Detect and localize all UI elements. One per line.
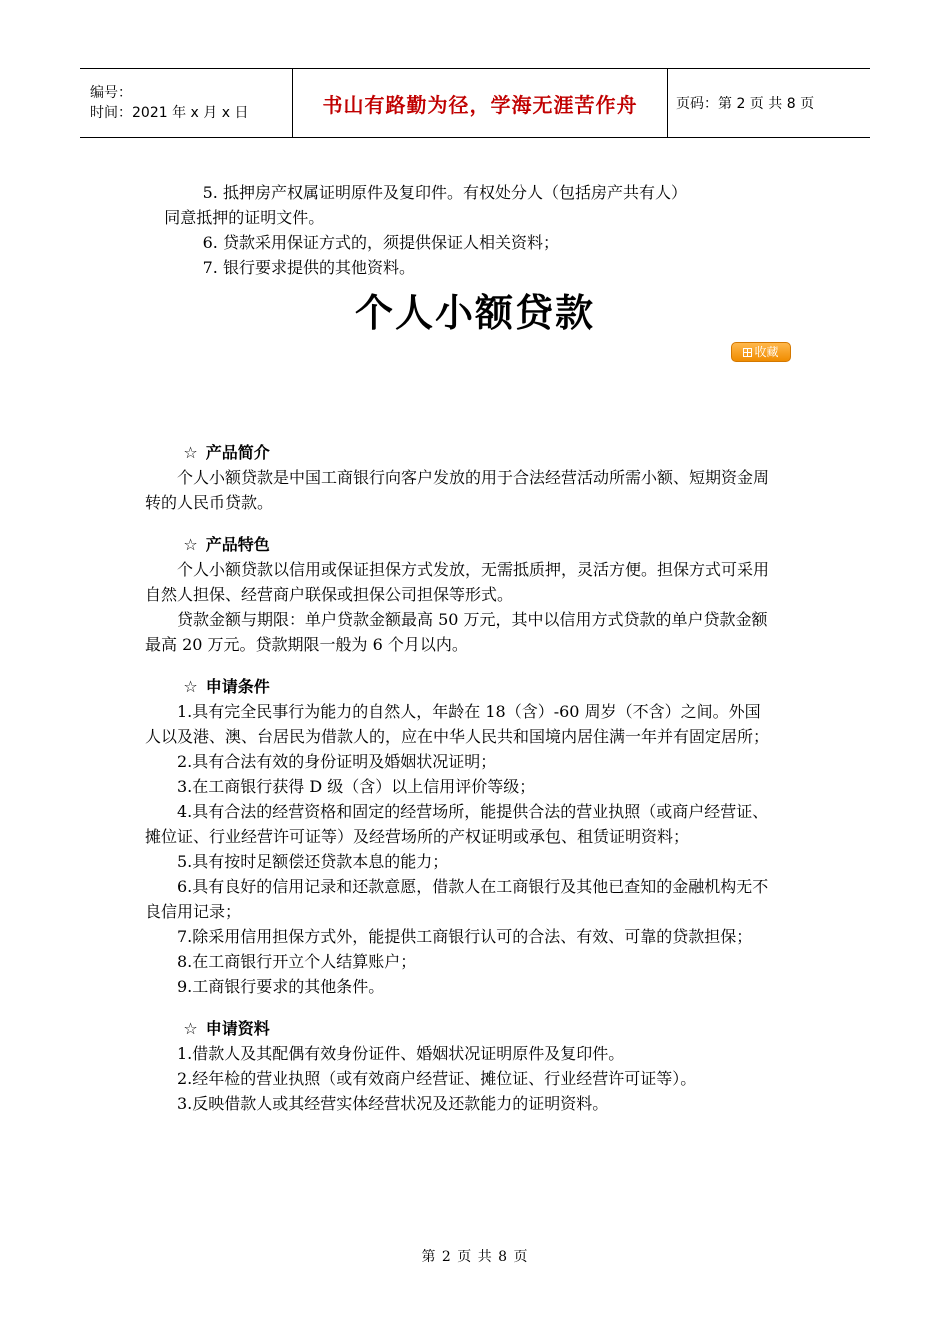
section-heading (145, 674, 770, 699)
section-heading (145, 532, 770, 557)
condition-item: 5.具有按时足额偿还贷款本息的能力； (177, 852, 449, 871)
section-heading (145, 1016, 770, 1041)
material-item: 2.经年检的营业执照（或有效商户经营证、摊位证、行业经营许可证等）。 (177, 1069, 697, 1088)
header-meta (80, 69, 293, 137)
page-header (80, 68, 870, 138)
motto-text: 书山有路勤为径，学海无涯苦作舟 (322, 92, 638, 117)
list-item: 7. 银行要求提供的其他资料。 (202, 258, 415, 277)
condition-item: 3.在工商银行获得 D 级（含）以上信用评价等级； (177, 777, 536, 796)
header-page-info (668, 69, 870, 137)
section-application-conditions (145, 674, 770, 999)
section-heading-text: 申请资料 (205, 1019, 270, 1038)
paragraph: 个人小额贷款是中国工商银行向客户发放的用于合法经营活动所需小额、短期资金周转的人民币贷款。 (145, 468, 770, 512)
star-icon: ☆ (183, 535, 198, 554)
condition-item: 7.除采用信用担保方式外，能提供工商银行认可的合法、有效、可靠的贷款担保； (177, 927, 753, 946)
condition-item: 6.具有良好的信用记录和还款意愿，借款人在工商银行及其他已查知的金融机构无不良信用记录； (145, 877, 769, 921)
section-heading-text: 产品简介 (205, 443, 270, 462)
material-item: 1.借款人及其配偶有效身份证件、婚姻状况证明原件及复印件。 (177, 1044, 625, 1063)
favorite-button[interactable] (731, 342, 791, 362)
star-icon: ☆ (183, 443, 198, 462)
section-heading (145, 440, 770, 465)
page-number-label: 页码：第 2 页 共 8 页 (676, 96, 815, 112)
condition-item: 9.工商银行要求的其他条件。 (177, 977, 385, 996)
paragraph: 贷款金额与期限：单户贷款金额最高 50 万元，其中以信用方式贷款的单户贷款金额最高 20 万元。贷款期限一般为 6 个月以内。 (145, 610, 768, 654)
list-item: 6. 贷款采用保证方式的，须提供保证人相关资料； (202, 233, 559, 252)
star-icon: ☆ (183, 677, 198, 696)
condition-item: 4.具有合法的经营资格和固定的经营场所，能提供合法的营业执照（或商户经营证、摊位证、行业经营许可证等）及经营场所的产权证明或承包、租赁证明资料； (145, 802, 769, 846)
section-heading-text: 产品特色 (205, 535, 270, 554)
list-item-continued: 同意抵押的证明文件。 (164, 208, 325, 227)
favorite-label: 收藏 (754, 345, 779, 359)
condition-item: 8.在工商银行开立个人结算账户； (177, 952, 417, 971)
intro-list (145, 180, 770, 280)
condition-item: 2.具有合法有效的身份证明及婚姻状况证明； (177, 752, 497, 771)
section-product-features (145, 532, 770, 657)
star-icon: ☆ (183, 1019, 198, 1038)
sections (145, 440, 770, 1133)
list-item: 5. 抵押房产权属证明原件及复印件。有权处分人（包括房产共有人） (202, 183, 687, 202)
document-date: 时间：2021 年 x 月 x 日 (90, 105, 249, 121)
header-motto (293, 69, 668, 137)
section-heading-text: 申请条件 (205, 677, 270, 696)
section-application-materials (145, 1016, 770, 1116)
document-number: 编号： (90, 85, 132, 101)
material-item: 3.反映借款人或其经营实体经营状况及还款能力的证明资料。 (177, 1094, 609, 1113)
plus-box-icon (743, 348, 752, 357)
condition-item: 1.具有完全民事行为能力的自然人，年龄在 18（含）-60 周岁（不含）之间。外国人以及港、澳、台居民为借款人的，应在中华人民共和国境内居住满一年并有固定居所； (145, 702, 770, 746)
paragraph: 个人小额贷款以信用或保证担保方式发放，无需抵质押，灵活方便。担保方式可采用自然人担保、经营商户联保或担保公司担保等形式。 (145, 560, 770, 604)
page-title: 个人小额贷款 (354, 290, 595, 335)
section-product-intro (145, 440, 770, 515)
page-footer: 第 2 页 共 8 页 (421, 1249, 529, 1265)
